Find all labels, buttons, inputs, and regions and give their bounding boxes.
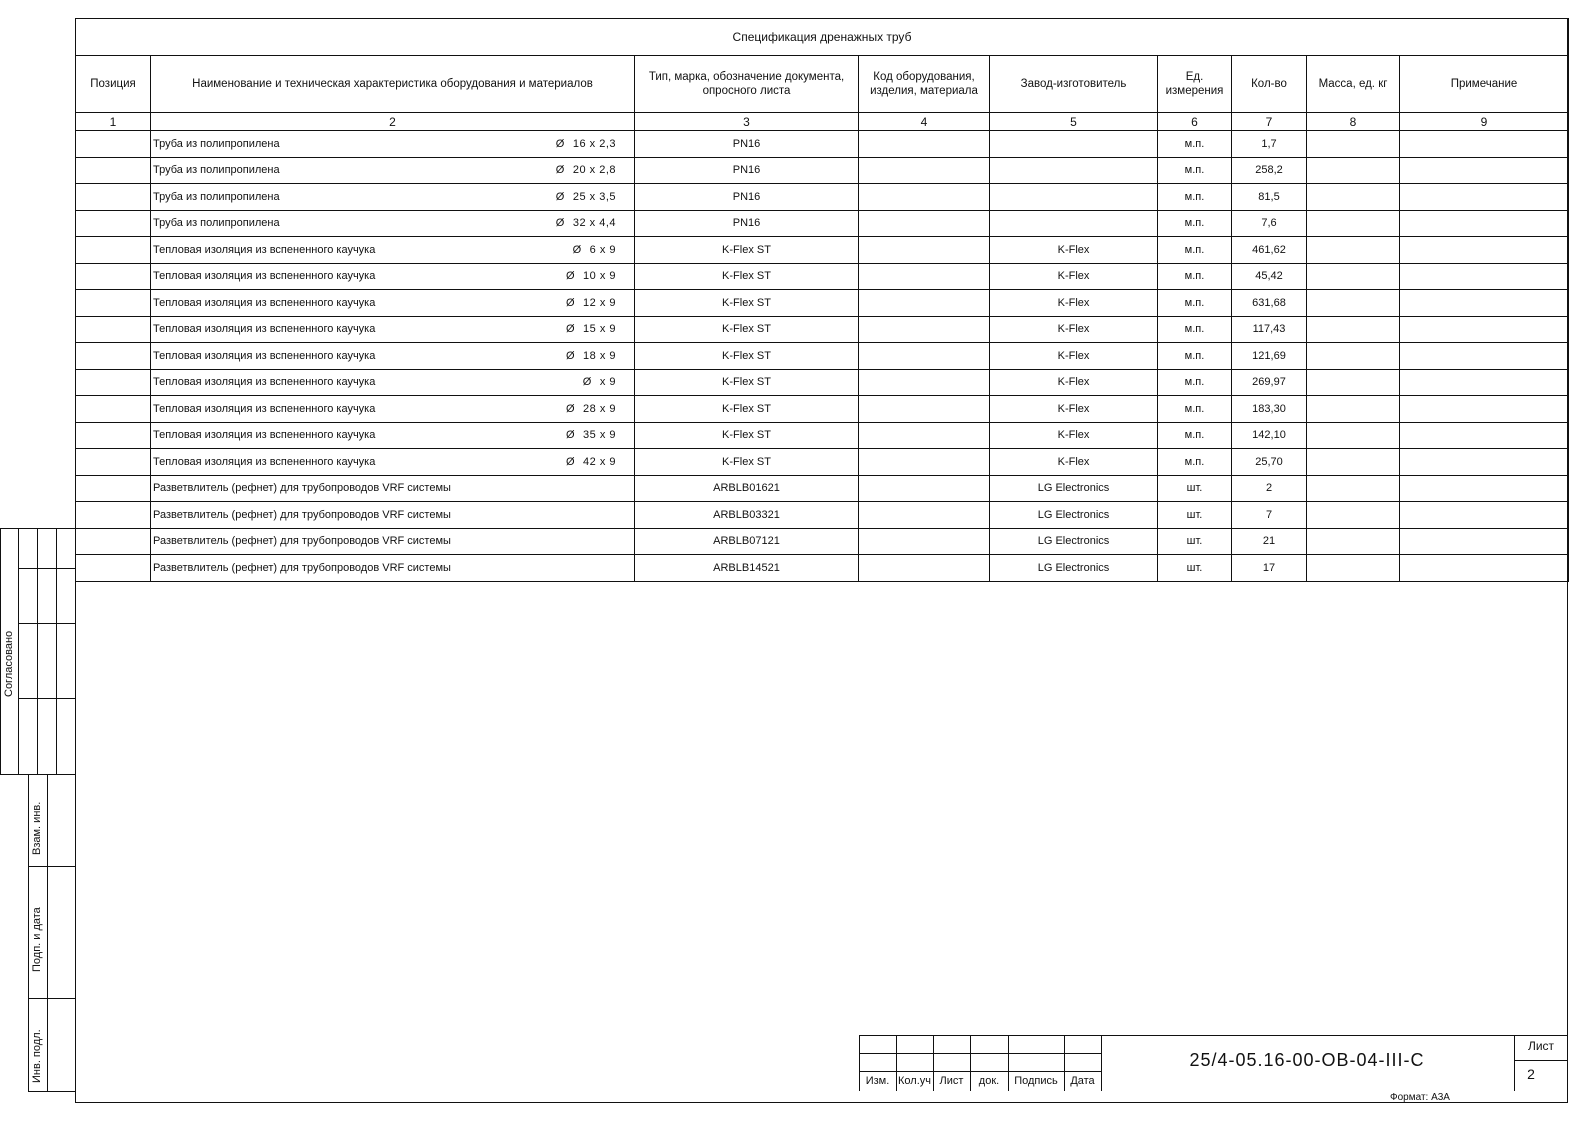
item-size — [566, 350, 616, 362]
table-row — [76, 131, 1569, 158]
cell-name — [151, 237, 635, 264]
size-value: 20 x 2,8 — [572, 164, 616, 177]
cell-unit: м.п. — [1158, 422, 1232, 449]
column-number: 3 — [635, 113, 859, 131]
table-row — [76, 422, 1569, 449]
item-name: Тепловая изоляция из вспененного каучука — [153, 323, 376, 336]
cell-note — [1400, 316, 1569, 343]
cell-position — [76, 184, 151, 211]
table-header-row — [76, 56, 1569, 113]
tb-col-doc: док. — [978, 1075, 1000, 1087]
cell-maker: LG Electronics — [990, 528, 1158, 555]
size-value: 32 x 4,4 — [572, 217, 616, 230]
cell-position — [76, 131, 151, 158]
cell-maker: K-Flex — [990, 290, 1158, 317]
cell-code — [859, 184, 990, 211]
item-name: Тепловая изоляция из вспененного каучука — [153, 376, 376, 389]
size-value: 16 x 2,3 — [572, 137, 616, 150]
cell-type: K-Flex ST — [635, 396, 859, 423]
diameter-symbol: Ø — [555, 164, 565, 177]
cell-type: PN16 — [635, 131, 859, 158]
column-number: 2 — [151, 113, 635, 131]
cell-note — [1400, 555, 1569, 582]
table-row — [76, 555, 1569, 582]
cell-maker: K-Flex — [990, 449, 1158, 476]
item-size — [566, 456, 616, 468]
cell-mass — [1307, 528, 1400, 555]
item-size — [566, 270, 616, 282]
cell-position — [76, 396, 151, 423]
cell-position — [76, 157, 151, 184]
cell-note — [1400, 157, 1569, 184]
agreed-label: Согласовано — [3, 630, 15, 697]
tb-col-signature: Подпись — [1014, 1075, 1058, 1087]
cell-unit: м.п. — [1158, 263, 1232, 290]
diameter-symbol: Ø — [565, 296, 576, 309]
cell-type: PN16 — [635, 184, 859, 211]
table-row — [76, 502, 1569, 529]
item-size — [566, 403, 616, 415]
cell-quantity: 17 — [1232, 555, 1307, 582]
cell-name — [151, 396, 635, 423]
item-size — [608, 509, 616, 521]
tb-col-change: Изм. — [865, 1075, 890, 1087]
cell-maker: K-Flex — [990, 263, 1158, 290]
cell-maker: K-Flex — [990, 422, 1158, 449]
cell-mass — [1307, 396, 1400, 423]
cell-quantity: 2 — [1232, 475, 1307, 502]
item-size — [583, 376, 616, 388]
cell-mass — [1307, 184, 1400, 211]
cell-mass — [1307, 290, 1400, 317]
sheet-number: 2 — [1527, 1066, 1535, 1082]
cell-mass — [1307, 449, 1400, 476]
item-name: Тепловая изоляция из вспененного каучука — [153, 455, 376, 468]
cell-note — [1400, 369, 1569, 396]
cell-maker — [990, 210, 1158, 237]
cell-unit: м.п. — [1158, 290, 1232, 317]
specification-table — [75, 18, 1569, 582]
cell-code — [859, 528, 990, 555]
item-name: Тепловая изоляция из вспененного каучука — [153, 270, 376, 283]
cell-note — [1400, 528, 1569, 555]
cell-quantity: 45,42 — [1232, 263, 1307, 290]
table-number-row — [76, 113, 1569, 131]
cell-mass — [1307, 157, 1400, 184]
item-name: Труба из полипропилена — [153, 137, 280, 150]
cell-name — [151, 422, 635, 449]
cell-position — [76, 263, 151, 290]
cell-unit: м.п. — [1158, 237, 1232, 264]
cell-name — [151, 263, 635, 290]
cell-name — [151, 343, 635, 370]
item-size — [556, 191, 616, 203]
cell-type: PN16 — [635, 157, 859, 184]
cell-code — [859, 290, 990, 317]
sheet-label: Лист — [1527, 1039, 1555, 1053]
cell-code — [859, 157, 990, 184]
item-size — [566, 297, 616, 309]
cell-code — [859, 449, 990, 476]
cell-mass — [1307, 210, 1400, 237]
cell-code — [859, 263, 990, 290]
tb-col-count: Кол.уч — [898, 1075, 931, 1087]
size-value: 15 x 9 — [583, 323, 616, 336]
size-value: 35 x 9 — [583, 429, 616, 442]
column-number: 9 — [1400, 113, 1569, 131]
cell-unit: м.п. — [1158, 157, 1232, 184]
column-header: Кол-во — [1232, 56, 1307, 113]
table-body — [76, 131, 1569, 582]
cell-maker: K-Flex — [990, 369, 1158, 396]
cell-position — [76, 502, 151, 529]
cell-mass — [1307, 343, 1400, 370]
document-code: 25/4-05.16-00-ОВ-04-III-С — [1189, 1050, 1425, 1070]
cell-mass — [1307, 316, 1400, 343]
cell-note — [1400, 184, 1569, 211]
cell-quantity: 269,97 — [1232, 369, 1307, 396]
cell-unit: м.п. — [1158, 449, 1232, 476]
cell-maker — [990, 184, 1158, 211]
item-size — [556, 138, 616, 150]
cell-code — [859, 369, 990, 396]
cell-code — [859, 396, 990, 423]
table-row — [76, 343, 1569, 370]
table-row — [76, 157, 1569, 184]
diameter-symbol: Ø — [565, 402, 576, 415]
cell-note — [1400, 290, 1569, 317]
cell-mass — [1307, 555, 1400, 582]
cell-unit: шт. — [1158, 528, 1232, 555]
column-header: Код оборудования, изделия, материала — [859, 56, 990, 113]
cell-unit: м.п. — [1158, 316, 1232, 343]
table-row — [76, 184, 1569, 211]
cell-quantity: 183,30 — [1232, 396, 1307, 423]
cell-note — [1400, 422, 1569, 449]
cell-quantity: 117,43 — [1232, 316, 1307, 343]
cell-type: K-Flex ST — [635, 290, 859, 317]
cell-name — [151, 475, 635, 502]
format-label: Формат: А3А — [1390, 1092, 1450, 1103]
cell-name — [151, 369, 635, 396]
cell-mass — [1307, 237, 1400, 264]
diameter-symbol: Ø — [555, 217, 565, 230]
cell-position — [76, 343, 151, 370]
diameter-symbol: Ø — [555, 137, 565, 150]
cell-unit: м.п. — [1158, 210, 1232, 237]
tb-col-date: Дата — [1070, 1075, 1095, 1087]
table-row — [76, 396, 1569, 423]
column-header: Масса, ед. кг — [1307, 56, 1400, 113]
item-name: Разветвлитель (рефнет) для трубопроводов VRF системы — [153, 508, 451, 521]
cell-position — [76, 210, 151, 237]
cell-mass — [1307, 369, 1400, 396]
cell-maker: LG Electronics — [990, 555, 1158, 582]
cell-name — [151, 316, 635, 343]
cell-note — [1400, 131, 1569, 158]
cell-maker: K-Flex — [990, 396, 1158, 423]
cell-maker: K-Flex — [990, 343, 1158, 370]
table-row — [76, 475, 1569, 502]
table-row — [76, 528, 1569, 555]
diameter-symbol: Ø — [555, 190, 565, 203]
item-name: Тепловая изоляция из вспененного каучука — [153, 296, 376, 309]
column-number: 1 — [76, 113, 151, 131]
item-size — [556, 164, 616, 176]
cell-unit: шт. — [1158, 555, 1232, 582]
table-row — [76, 290, 1569, 317]
cell-name — [151, 502, 635, 529]
item-name: Разветвлитель (рефнет) для трубопроводов VRF системы — [153, 482, 451, 495]
table-row — [76, 449, 1569, 476]
cell-unit: м.п. — [1158, 369, 1232, 396]
cell-name — [151, 210, 635, 237]
cell-name — [151, 528, 635, 555]
cell-position — [76, 290, 151, 317]
item-name: Разветвлитель (рефнет) для трубопроводов VRF системы — [153, 535, 451, 548]
cell-quantity: 25,70 — [1232, 449, 1307, 476]
cell-note — [1400, 475, 1569, 502]
item-size — [608, 562, 616, 574]
cell-name — [151, 555, 635, 582]
cell-note — [1400, 263, 1569, 290]
table-row — [76, 210, 1569, 237]
item-size — [566, 429, 616, 441]
cell-quantity: 142,10 — [1232, 422, 1307, 449]
cell-position — [76, 449, 151, 476]
cell-type: K-Flex ST — [635, 316, 859, 343]
cell-quantity: 1,7 — [1232, 131, 1307, 158]
inv-replace-label: Взам. инв. — [31, 801, 43, 855]
tb-col-sheet: Лист — [939, 1075, 964, 1087]
column-number: 5 — [990, 113, 1158, 131]
cell-note — [1400, 237, 1569, 264]
cell-position — [76, 369, 151, 396]
size-value: 6 x 9 — [589, 243, 616, 256]
diameter-symbol: Ø — [565, 270, 576, 283]
cell-code — [859, 131, 990, 158]
cell-maker: LG Electronics — [990, 475, 1158, 502]
cell-quantity: 258,2 — [1232, 157, 1307, 184]
cell-mass — [1307, 475, 1400, 502]
cell-unit: м.п. — [1158, 184, 1232, 211]
item-size — [608, 535, 616, 547]
diameter-symbol: Ø — [565, 349, 576, 362]
size-value: 12 x 9 — [583, 296, 616, 309]
cell-type: K-Flex ST — [635, 343, 859, 370]
cell-type: K-Flex ST — [635, 237, 859, 264]
size-value: 18 x 9 — [583, 349, 616, 362]
cell-code — [859, 422, 990, 449]
column-header: Позиция — [76, 56, 151, 113]
cell-quantity: 81,5 — [1232, 184, 1307, 211]
table-row — [76, 263, 1569, 290]
column-header: Наименование и техническая характеристика оборудования и материалов — [151, 56, 635, 113]
size-value: 28 x 9 — [583, 402, 616, 415]
cell-position — [76, 555, 151, 582]
cell-note — [1400, 502, 1569, 529]
size-value: x 9 — [599, 376, 616, 389]
cell-unit: м.п. — [1158, 396, 1232, 423]
size-value: 10 x 9 — [583, 270, 616, 283]
cell-type: K-Flex ST — [635, 449, 859, 476]
size-value: 42 x 9 — [583, 455, 616, 468]
cell-position — [76, 237, 151, 264]
cell-note — [1400, 449, 1569, 476]
cell-quantity: 21 — [1232, 528, 1307, 555]
cell-maker: K-Flex — [990, 237, 1158, 264]
item-name: Тепловая изоляция из вспененного каучука — [153, 243, 376, 256]
item-name: Труба из полипропилена — [153, 190, 280, 203]
cell-code — [859, 316, 990, 343]
item-name: Труба из полипропилена — [153, 217, 280, 230]
cell-name — [151, 184, 635, 211]
cell-code — [859, 555, 990, 582]
column-header: Завод-изготовитель — [990, 56, 1158, 113]
diameter-symbol: Ø — [565, 455, 576, 468]
cell-type: ARBLB07121 — [635, 528, 859, 555]
cell-maker — [990, 157, 1158, 184]
cell-position — [76, 422, 151, 449]
cell-code — [859, 343, 990, 370]
cell-type: ARBLB14521 — [635, 555, 859, 582]
cell-unit: шт. — [1158, 475, 1232, 502]
cell-mass — [1307, 502, 1400, 529]
item-name: Разветвлитель (рефнет) для трубопроводов VRF системы — [153, 561, 451, 574]
cell-type: ARBLB03321 — [635, 502, 859, 529]
cell-quantity: 461,62 — [1232, 237, 1307, 264]
cell-note — [1400, 396, 1569, 423]
cell-unit: м.п. — [1158, 343, 1232, 370]
inv-orig-label: Инв. подл. — [31, 1029, 43, 1083]
item-size — [573, 244, 616, 256]
item-size — [556, 217, 616, 229]
cell-type: PN16 — [635, 210, 859, 237]
column-header: Тип, марка, обозначение документа, опросного листа — [635, 56, 859, 113]
cell-code — [859, 475, 990, 502]
cell-quantity: 7,6 — [1232, 210, 1307, 237]
cell-code — [859, 502, 990, 529]
column-header: Ед. измерения — [1158, 56, 1232, 113]
column-number: 8 — [1307, 113, 1400, 131]
item-name: Тепловая изоляция из вспененного каучука — [153, 349, 376, 362]
cell-mass — [1307, 422, 1400, 449]
cell-maker: LG Electronics — [990, 502, 1158, 529]
cell-position — [76, 316, 151, 343]
cell-quantity: 121,69 — [1232, 343, 1307, 370]
diameter-symbol: Ø — [565, 429, 576, 442]
cell-mass — [1307, 263, 1400, 290]
cell-note — [1400, 343, 1569, 370]
cell-note — [1400, 210, 1569, 237]
item-size — [608, 482, 616, 494]
cell-code — [859, 210, 990, 237]
cell-maker: K-Flex — [990, 316, 1158, 343]
cell-name — [151, 157, 635, 184]
cell-type: K-Flex ST — [635, 422, 859, 449]
table-title: Спецификация дренажных труб — [76, 19, 1569, 56]
cell-position — [76, 528, 151, 555]
column-number: 6 — [1158, 113, 1232, 131]
item-size — [566, 323, 616, 335]
cell-quantity: 7 — [1232, 502, 1307, 529]
item-name: Тепловая изоляция из вспененного каучука — [153, 429, 376, 442]
cell-code — [859, 237, 990, 264]
table-row — [76, 237, 1569, 264]
column-header: Примечание — [1400, 56, 1569, 113]
cell-type: K-Flex ST — [635, 369, 859, 396]
column-number: 7 — [1232, 113, 1307, 131]
cell-name — [151, 290, 635, 317]
cell-name — [151, 131, 635, 158]
cell-quantity: 631,68 — [1232, 290, 1307, 317]
size-value: 25 x 3,5 — [572, 190, 616, 203]
cell-type: ARBLB01621 — [635, 475, 859, 502]
cell-mass — [1307, 131, 1400, 158]
item-name: Труба из полипропилена — [153, 164, 280, 177]
diameter-symbol: Ø — [572, 243, 582, 256]
cell-unit: м.п. — [1158, 131, 1232, 158]
table-row — [76, 316, 1569, 343]
sign-date-label: Подп. и дата — [31, 907, 43, 972]
item-name: Тепловая изоляция из вспененного каучука — [153, 402, 376, 415]
cell-maker — [990, 131, 1158, 158]
cell-position — [76, 475, 151, 502]
cell-unit: шт. — [1158, 502, 1232, 529]
diameter-symbol: Ø — [582, 376, 592, 389]
column-number: 4 — [859, 113, 990, 131]
table-row — [76, 369, 1569, 396]
diameter-symbol: Ø — [565, 323, 576, 336]
cell-name — [151, 449, 635, 476]
cell-type: K-Flex ST — [635, 263, 859, 290]
